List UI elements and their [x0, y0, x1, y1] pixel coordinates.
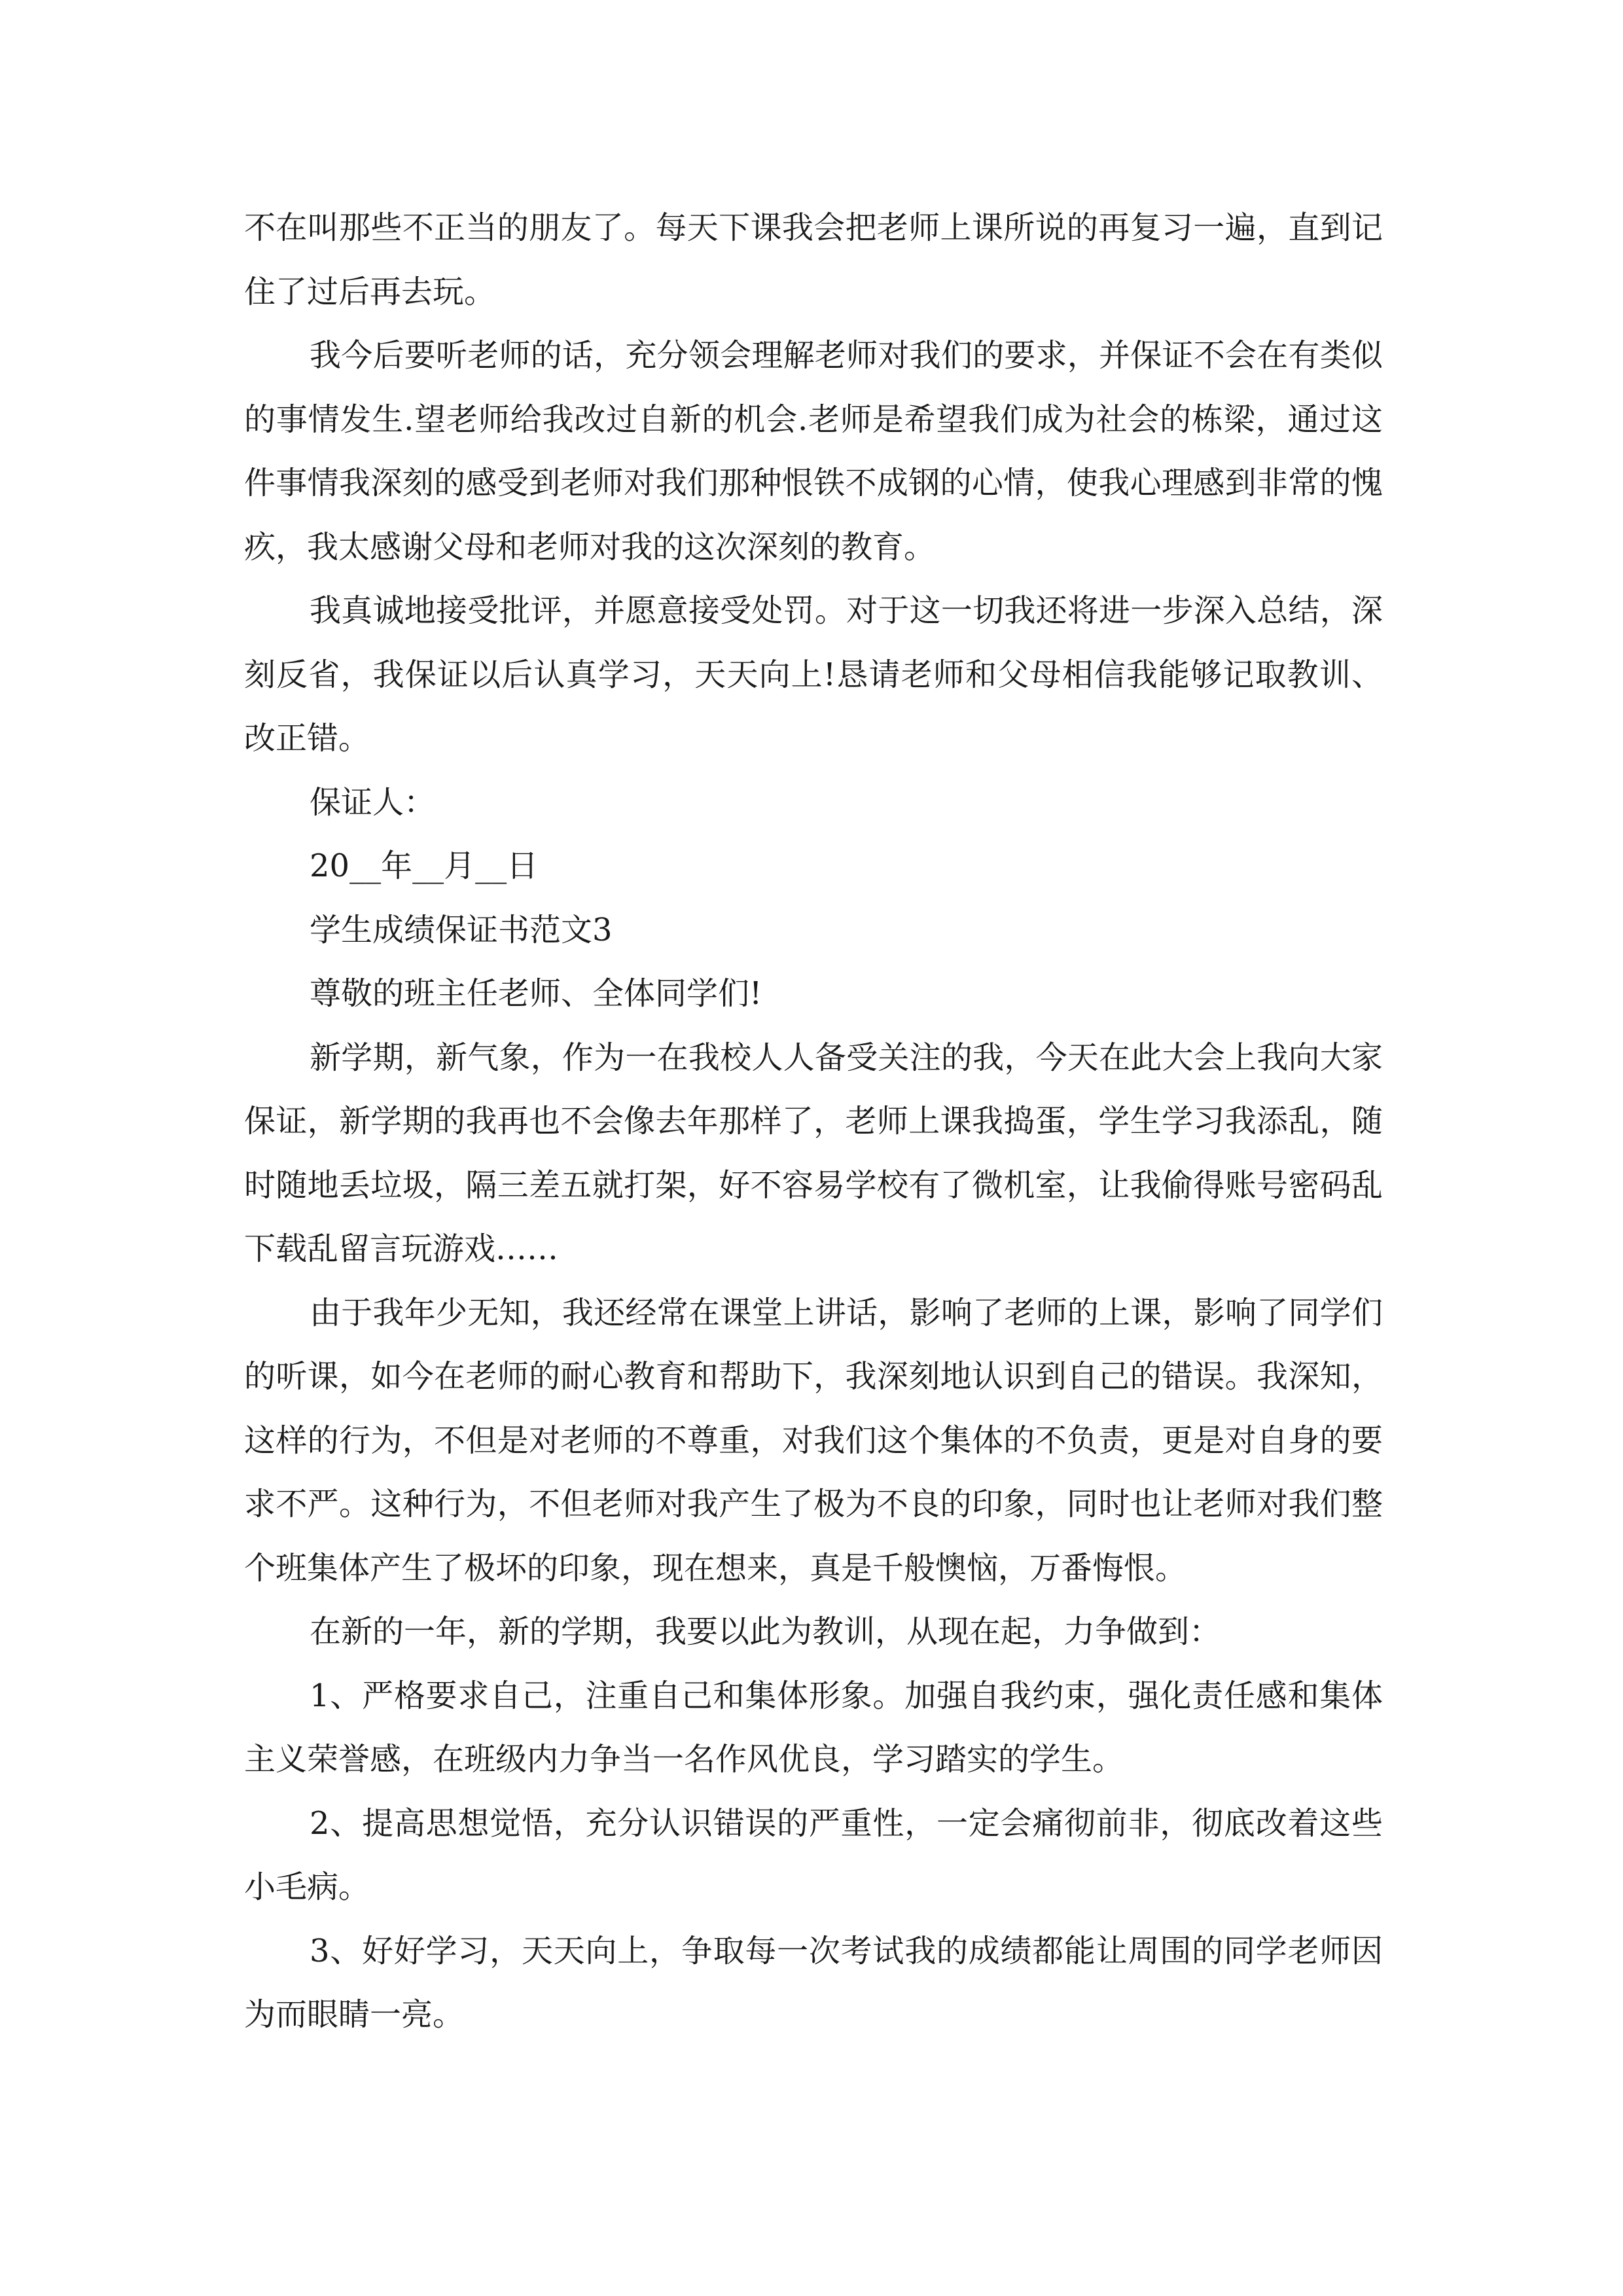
paragraph-continuation: 不在叫那些不正当的朋友了。每天下课我会把老师上课所说的再复习一遍，直到记住了过后再去玩。: [244, 209, 1383, 310]
list-item-1: 1、严格要求自己，注重自己和集体形象。加强自我约束，强化责任感和集体主义荣誉感，在班级内力争当一名作风优良，学习踏实的学生。: [244, 1677, 1383, 1778]
list-item-2: 2、提高思想觉悟，充分认识错误的严重性，一定会痛彻前非，彻底改着这些小毛病。: [244, 1804, 1383, 1905]
date-line: 20__年__月__日: [310, 848, 539, 884]
paragraph-accept-criticism: 我真诚地接受批评，并愿意接受处罚。对于这一切我还将进一步深入总结，深刻反省，我保证以后认真学习，天天向上!恳请老师和父母相信我能够记取教训、改正错。: [244, 592, 1383, 757]
guarantor-label: 保证人：: [310, 783, 436, 821]
document-body: [244, 196, 1383, 2047]
salutation: 尊敬的班主任老师、全体同学们!: [310, 975, 762, 1012]
paragraph-promise: 我今后要听老师的话，充分领会理解老师对我们的要求，并保证不会在有类似的事情发生.望老师给我改过自新的机会.老师是希望我们成为社会的栋梁，通过这件事情我深刻的感受到老师对我们那种恨铁不成钢的心情，使我心理感到非常的愧疚，我太感谢父母和老师对我的这次深刻的教育。: [244, 337, 1383, 565]
list-item-3: 3、好好学习，天天向上，争取每一次考试我的成绩都能让周围的同学老师因为而眼睛一亮。: [244, 1932, 1383, 2033]
paragraph-reflection: 由于我年少无知，我还经常在课堂上讲话，影响了老师的上课，影响了同学们的听课，如今在老师的耐心教育和帮助下，我深刻地认识到自己的错误。我深知，这样的行为，不但是对老师的不尊重，对我们这个集体的不负责，更是对自身的要求不严。这种行为，不但老师对我产生了极为不良的印象，同时也让老师对我们整个班集体产生了极坏的印象，现在想来，真是千般懊恼，万番悔恨。: [244, 1294, 1383, 1587]
paragraph-goals-intro: 在新的一年，新的学期，我要以此为教训，从现在起，力争做到：: [310, 1613, 1221, 1650]
paragraph-new-semester: 新学期，新气象，作为一在我校人人备受关注的我，今天在此大会上我向大家保证，新学期的我再也不会像去年那样了，老师上课我捣蛋，学生学习我添乱，随时随地丢垃圾，隔三差五就打架，好不容易学校有了微机室，让我偷得账号密码乱下载乱留言玩游戏……: [244, 1039, 1383, 1267]
section-title: 学生成绩保证书范文3: [310, 911, 613, 948]
